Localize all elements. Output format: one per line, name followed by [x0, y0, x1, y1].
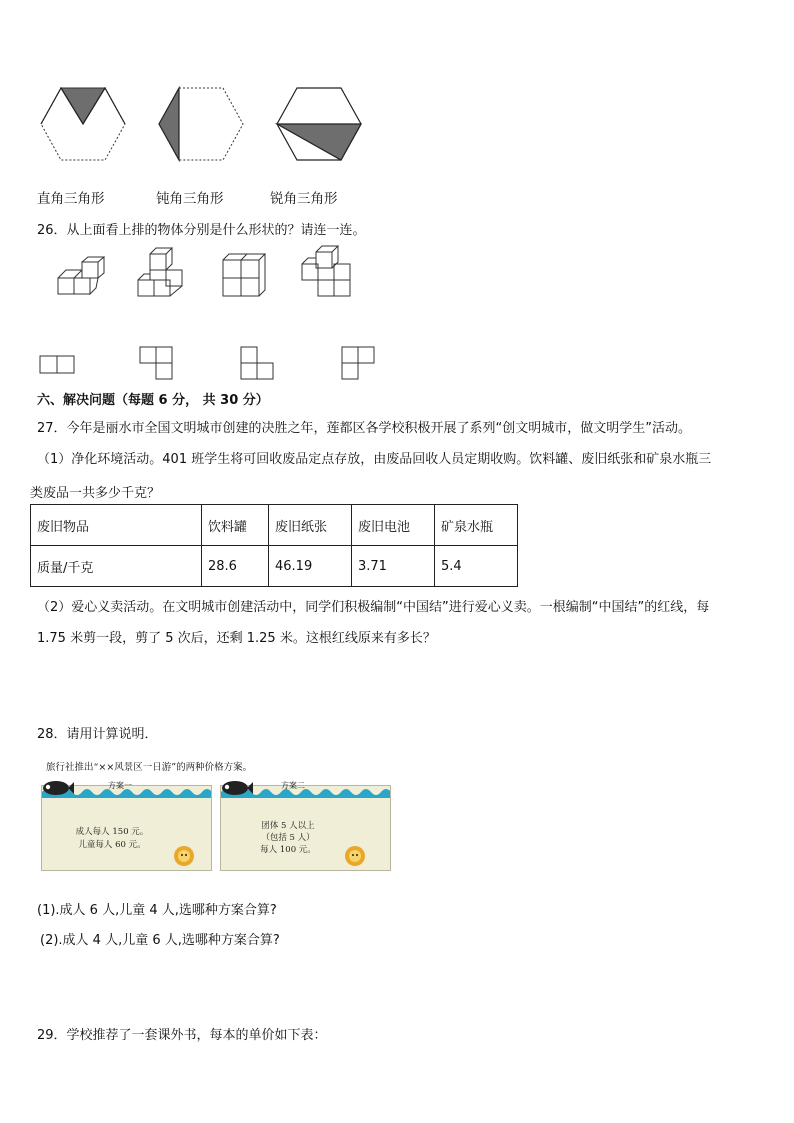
question-28-sub1: (1).成人 6 人,儿童 4 人,选哪种方案合算?: [37, 903, 277, 918]
question-26: 26．从上面看上排的物体分别是什么形状的？请连一连。: [37, 223, 366, 238]
question-27-part2-line1: （2）爱心义卖活动。在文明城市创建活动中，同学们积极编制“中国结”进行爱心义卖。一根编制“中国结”的红线，每: [37, 600, 710, 615]
cube-figure-1: [54, 256, 106, 298]
label-right-triangle: 直角三角形: [37, 191, 105, 207]
table-header-cell: 矿泉水瓶: [435, 505, 518, 546]
hexagon-figure-obtuse-triangle: [156, 86, 246, 162]
cube-figure-4: [298, 244, 354, 300]
table-row: [31, 505, 518, 546]
plan-2-title: 方案二: [281, 781, 305, 790]
table-cell: 46.19: [269, 546, 352, 587]
plan-1-line2: 儿童每人 60 元。: [78, 840, 146, 850]
table-header-cell: 废旧物品: [31, 505, 202, 546]
fish-icon: [40, 778, 74, 798]
hexagon-figure-acute-triangle: [274, 86, 364, 162]
waste-table: [30, 504, 518, 587]
question-27-intro: 27．今年是丽水市全国文明城市创建的决胜之年，莲都区各学校积极开展了系列“创文明城市，做文明学生”活动。: [37, 421, 692, 436]
label-obtuse-triangle: 钝角三角形: [156, 191, 224, 207]
table-cell: 5.4: [435, 546, 518, 587]
question-28: 28．请用计算说明．: [37, 727, 158, 742]
top-view-shape-1: [38, 354, 78, 376]
table-header-cell: 饮料罐: [202, 505, 269, 546]
hexagon-figure-right-triangle: [38, 86, 128, 162]
section-6-title: 六、解决问题（每题 6 分， 共 30 分）: [37, 393, 269, 408]
cube-figure-2: [136, 246, 186, 300]
plan-1-line1: 成人每人 150 元。: [75, 827, 149, 837]
lion-icon: [172, 844, 196, 868]
table-header-cell: 废旧纸张: [269, 505, 352, 546]
table-row: [31, 546, 518, 587]
top-view-shape-4: [340, 345, 380, 381]
plan-2-line2: （包括 5 人）: [261, 833, 315, 843]
question-27-part2-line2: 1.75 米剪一段，剪了 5 次后，还剩 1.25 米。这根红线原来有多长？: [37, 631, 436, 646]
top-view-shape-2: [138, 345, 178, 381]
question-28-sub2: (2).成人 4 人,儿童 6 人,选哪种方案合算?: [40, 933, 280, 948]
lion-icon: [343, 844, 367, 868]
table-header-cell: 废旧电池: [352, 505, 435, 546]
plan-1-title: 方案一: [108, 781, 132, 790]
plan-2-poster: [220, 781, 391, 871]
question-27-part1-line2: 类废品一共多少千克？: [30, 486, 161, 501]
plan-2-line3: 每人 100 元。: [260, 845, 316, 855]
table-row-label: 质量/千克: [31, 546, 202, 587]
question-29: 29．学校推荐了一套课外书，每本的单价如下表：: [37, 1028, 327, 1043]
price-plans-caption: 旅行社推出“××风景区一日游”的两种价格方案。: [46, 762, 253, 773]
question-27-part1-line1: （1）净化环境活动。401 班学生将可回收废品定点存放，由废品回收人员定期收购。饮料罐、废旧纸张和矿泉水瓶三: [37, 452, 712, 467]
top-view-shape-3: [239, 345, 279, 381]
table-cell: 28.6: [202, 546, 269, 587]
table-cell: 3.71: [352, 546, 435, 587]
cube-figure-3: [219, 250, 267, 298]
label-acute-triangle: 锐角三角形: [270, 191, 338, 207]
plan-1-poster: [41, 781, 212, 871]
plan-2-line1: 团体 5 人以上: [261, 821, 315, 831]
fish-icon: [219, 778, 253, 798]
